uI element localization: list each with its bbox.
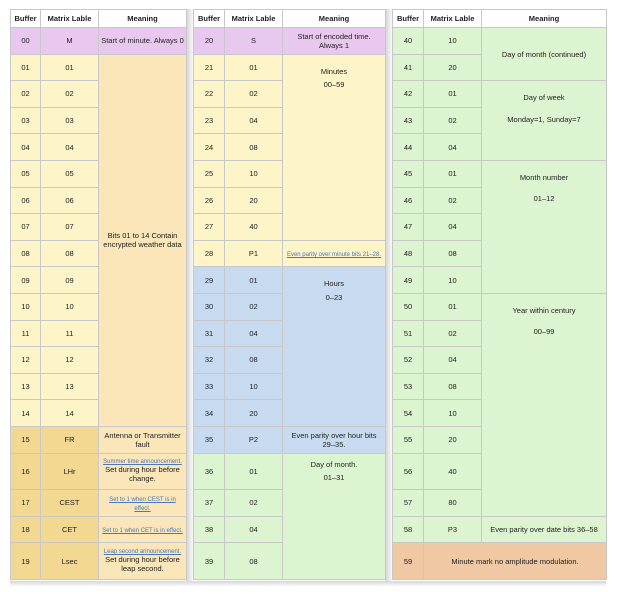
matrix-cell: 02 bbox=[225, 81, 283, 108]
matrix-cell: 09 bbox=[41, 267, 99, 294]
matrix-cell: 04 bbox=[225, 107, 283, 134]
matrix-cell: 06 bbox=[41, 187, 99, 214]
buffer-cell: 28 bbox=[194, 240, 225, 267]
summer-time-text: Set during hour before change. bbox=[105, 465, 180, 484]
cet-link[interactable]: Set to 1 when CET is in effect. bbox=[102, 527, 183, 534]
buffer-cell: 54 bbox=[393, 400, 424, 427]
buffer-cell: 30 bbox=[194, 293, 225, 320]
page-shadow bbox=[10, 581, 606, 587]
matrix-cell: P3 bbox=[424, 516, 482, 543]
buffer-cell: 01 bbox=[11, 54, 41, 81]
buffer-cell: 34 bbox=[194, 400, 225, 427]
matrix-cell: 02 bbox=[424, 320, 482, 347]
bits-table-40-59 bbox=[392, 9, 607, 580]
buffer-cell: 19 bbox=[11, 543, 41, 580]
buffer-cell: 14 bbox=[11, 400, 41, 427]
buffer-cell: 53 bbox=[393, 373, 424, 400]
matrix-cell: P1 bbox=[225, 240, 283, 267]
matrix-cell: 20 bbox=[225, 187, 283, 214]
hour-parity-cell: Even parity over hour bits 29–35. bbox=[283, 426, 386, 453]
matrix-header: Matrix Lable bbox=[424, 10, 482, 28]
matrix-cell: 07 bbox=[41, 214, 99, 241]
matrix-cell: 40 bbox=[424, 453, 482, 489]
buffer-cell: 18 bbox=[11, 516, 41, 543]
minutes-cell bbox=[283, 54, 386, 240]
matrix-header: Matrix Lable bbox=[225, 10, 283, 28]
buffer-cell: 04 bbox=[11, 134, 41, 161]
buffer-cell: 57 bbox=[393, 489, 424, 516]
matrix-cell: 04 bbox=[225, 320, 283, 347]
matrix-cell: P2 bbox=[225, 426, 283, 453]
buffer-cell: 02 bbox=[11, 81, 41, 108]
matrix-cell: CET bbox=[41, 516, 99, 543]
minutes-range: 00–59 bbox=[323, 80, 345, 90]
matrix-cell: LHr bbox=[41, 453, 99, 489]
matrix-cell: 04 bbox=[225, 516, 283, 543]
matrix-cell: 10 bbox=[424, 400, 482, 427]
matrix-cell: 01 bbox=[424, 160, 482, 187]
antenna-fault-note: Antenna or Transmitter fault bbox=[99, 426, 187, 453]
buffer-cell: 13 bbox=[11, 373, 41, 400]
matrix-cell: 04 bbox=[424, 134, 482, 161]
buffer-cell: 58 bbox=[393, 516, 424, 543]
buffer-cell: 29 bbox=[194, 267, 225, 294]
matrix-cell: M bbox=[41, 28, 99, 55]
meaning-header: Meaning bbox=[482, 10, 607, 28]
buffer-cell: 55 bbox=[393, 426, 424, 453]
buffer-cell: 21 bbox=[194, 54, 225, 81]
matrix-cell: 05 bbox=[41, 160, 99, 187]
matrix-cell: 14 bbox=[41, 400, 99, 427]
matrix-cell: Lsec bbox=[41, 543, 99, 580]
matrix-cell: 12 bbox=[41, 347, 99, 374]
buffer-cell: 31 bbox=[194, 320, 225, 347]
year-label: Year within century bbox=[512, 305, 576, 315]
matrix-cell: 20 bbox=[424, 54, 482, 81]
matrix-header: Matrix Lable bbox=[41, 10, 99, 28]
minutes-label: Minutes bbox=[320, 66, 348, 76]
date-parity-cell: Even parity over date bits 36–58 bbox=[482, 516, 607, 543]
meaning-cell: Start of minute. Always 0 bbox=[99, 28, 187, 55]
buffer-cell: 17 bbox=[11, 489, 41, 516]
matrix-cell: 08 bbox=[225, 134, 283, 161]
buffer-cell: 16 bbox=[11, 453, 41, 489]
matrix-cell: 01 bbox=[424, 81, 482, 108]
year-cell bbox=[482, 293, 607, 516]
matrix-cell: 20 bbox=[225, 400, 283, 427]
buffer-cell: 38 bbox=[194, 516, 225, 543]
hours-range: 0–23 bbox=[325, 292, 343, 302]
cest-cell bbox=[99, 489, 187, 516]
buffer-cell: 44 bbox=[393, 134, 424, 161]
matrix-cell: 13 bbox=[41, 373, 99, 400]
day-of-week-label: Day of week bbox=[523, 93, 565, 103]
buffer-cell: 50 bbox=[393, 293, 424, 320]
buffer-cell: 51 bbox=[393, 320, 424, 347]
day-of-month-range: 01–31 bbox=[323, 473, 345, 483]
buffer-cell: 26 bbox=[194, 187, 225, 214]
matrix-cell: 08 bbox=[424, 373, 482, 400]
month-number-range: 01–12 bbox=[533, 194, 555, 204]
buffer-cell: 35 bbox=[194, 426, 225, 453]
buffer-cell: 56 bbox=[393, 453, 424, 489]
buffer-cell: 27 bbox=[194, 214, 225, 241]
matrix-cell: 02 bbox=[41, 81, 99, 108]
buffer-cell: 25 bbox=[194, 160, 225, 187]
matrix-cell: 01 bbox=[225, 54, 283, 81]
matrix-cell: 08 bbox=[225, 347, 283, 374]
matrix-cell: 08 bbox=[225, 543, 283, 580]
matrix-cell: 08 bbox=[41, 240, 99, 267]
day-of-week-range: Monday=1, Sunday=7 bbox=[507, 114, 581, 124]
buffer-header: Buffer bbox=[11, 10, 41, 28]
buffer-cell: 22 bbox=[194, 81, 225, 108]
leap-second-cell bbox=[99, 543, 187, 580]
buffer-cell: 45 bbox=[393, 160, 424, 187]
matrix-cell: 04 bbox=[424, 214, 482, 241]
buffer-cell: 48 bbox=[393, 240, 424, 267]
matrix-cell: 04 bbox=[41, 134, 99, 161]
buffer-cell: 08 bbox=[11, 240, 41, 267]
buffer-cell: 09 bbox=[11, 267, 41, 294]
buffer-cell: 41 bbox=[393, 54, 424, 81]
buffer-cell: 12 bbox=[11, 347, 41, 374]
summer-time-link[interactable]: Summer time announcement. bbox=[103, 459, 182, 466]
matrix-cell: FR bbox=[41, 426, 99, 453]
matrix-cell: 10 bbox=[424, 267, 482, 294]
buffer-cell: 47 bbox=[393, 214, 424, 241]
bits-table-00-19 bbox=[10, 9, 187, 580]
matrix-cell: CEST bbox=[41, 489, 99, 516]
buffer-cell: 52 bbox=[393, 347, 424, 374]
buffer-header: Buffer bbox=[194, 10, 225, 28]
meaning-header: Meaning bbox=[99, 10, 187, 28]
hours-label: Hours bbox=[323, 279, 344, 289]
cest-link[interactable]: Set to 1 when CEST is in effect. bbox=[109, 496, 176, 512]
matrix-cell: 10 bbox=[41, 293, 99, 320]
matrix-cell: 01 bbox=[225, 453, 283, 489]
buffer-cell: 07 bbox=[11, 214, 41, 241]
minute-parity-link[interactable]: Even parity over minute bits 21–28. bbox=[286, 252, 382, 259]
leap-second-link[interactable]: Leap second announcement. bbox=[103, 549, 182, 556]
cet-cell bbox=[99, 516, 187, 543]
matrix-cell: 03 bbox=[41, 107, 99, 134]
day-of-month-label: Day of month. bbox=[310, 459, 358, 469]
buffer-cell: 00 bbox=[11, 28, 41, 55]
buffer-cell: 42 bbox=[393, 81, 424, 108]
matrix-cell: 04 bbox=[424, 347, 482, 374]
buffer-cell: 06 bbox=[11, 187, 41, 214]
buffer-cell: 46 bbox=[393, 187, 424, 214]
month-number-cell bbox=[482, 160, 607, 293]
summer-time-cell bbox=[99, 453, 187, 489]
matrix-cell: S bbox=[225, 28, 283, 55]
minute-mark-cell: Minute mark no amplitude modulation. bbox=[424, 543, 607, 580]
buffer-cell: 15 bbox=[11, 426, 41, 453]
buffer-cell: 24 bbox=[194, 134, 225, 161]
buffer-cell: 49 bbox=[393, 267, 424, 294]
minute-parity-cell bbox=[283, 240, 386, 267]
matrix-cell: 10 bbox=[225, 160, 283, 187]
buffer-cell: 40 bbox=[393, 28, 424, 55]
day-of-month-cont-cell: Day of month (continued) bbox=[482, 28, 607, 81]
meaning-header: Meaning bbox=[283, 10, 386, 28]
buffer-cell: 03 bbox=[11, 107, 41, 134]
buffer-header: Buffer bbox=[393, 10, 424, 28]
buffer-cell: 39 bbox=[194, 543, 225, 580]
buffer-cell: 43 bbox=[393, 107, 424, 134]
buffer-cell: 37 bbox=[194, 489, 225, 516]
matrix-cell: 40 bbox=[225, 214, 283, 241]
buffer-cell: 32 bbox=[194, 347, 225, 374]
buffer-cell: 05 bbox=[11, 160, 41, 187]
matrix-cell: 01 bbox=[424, 293, 482, 320]
buffer-cell: 23 bbox=[194, 107, 225, 134]
matrix-cell: 02 bbox=[424, 107, 482, 134]
buffer-cell: 11 bbox=[11, 320, 41, 347]
buffer-cell: 59 bbox=[393, 543, 424, 580]
day-of-week-cell bbox=[482, 81, 607, 161]
buffer-cell: 36 bbox=[194, 453, 225, 489]
day-of-month-cell bbox=[283, 453, 386, 579]
matrix-cell: 02 bbox=[225, 489, 283, 516]
matrix-cell: 80 bbox=[424, 489, 482, 516]
month-number-label: Month number bbox=[519, 172, 569, 182]
buffer-cell: 10 bbox=[11, 293, 41, 320]
matrix-cell: 02 bbox=[424, 187, 482, 214]
matrix-cell: 02 bbox=[225, 293, 283, 320]
matrix-cell: 10 bbox=[424, 28, 482, 55]
matrix-cell: 20 bbox=[424, 426, 482, 453]
matrix-cell: 01 bbox=[41, 54, 99, 81]
weather-data-note: Bits 01 to 14 Contain encrypted weather data bbox=[99, 54, 187, 426]
matrix-cell: 01 bbox=[225, 267, 283, 294]
bits-table-20-39 bbox=[193, 9, 386, 580]
hours-cell bbox=[283, 267, 386, 427]
leap-second-text: Set during hour before leap second. bbox=[105, 555, 180, 574]
buffer-cell: 20 bbox=[194, 28, 225, 55]
matrix-cell: 10 bbox=[225, 373, 283, 400]
matrix-cell: 08 bbox=[424, 240, 482, 267]
buffer-cell: 33 bbox=[194, 373, 225, 400]
year-range: 00–99 bbox=[533, 327, 555, 337]
meaning-cell: Start of encoded time. Always 1 bbox=[283, 28, 386, 55]
matrix-cell: 11 bbox=[41, 320, 99, 347]
